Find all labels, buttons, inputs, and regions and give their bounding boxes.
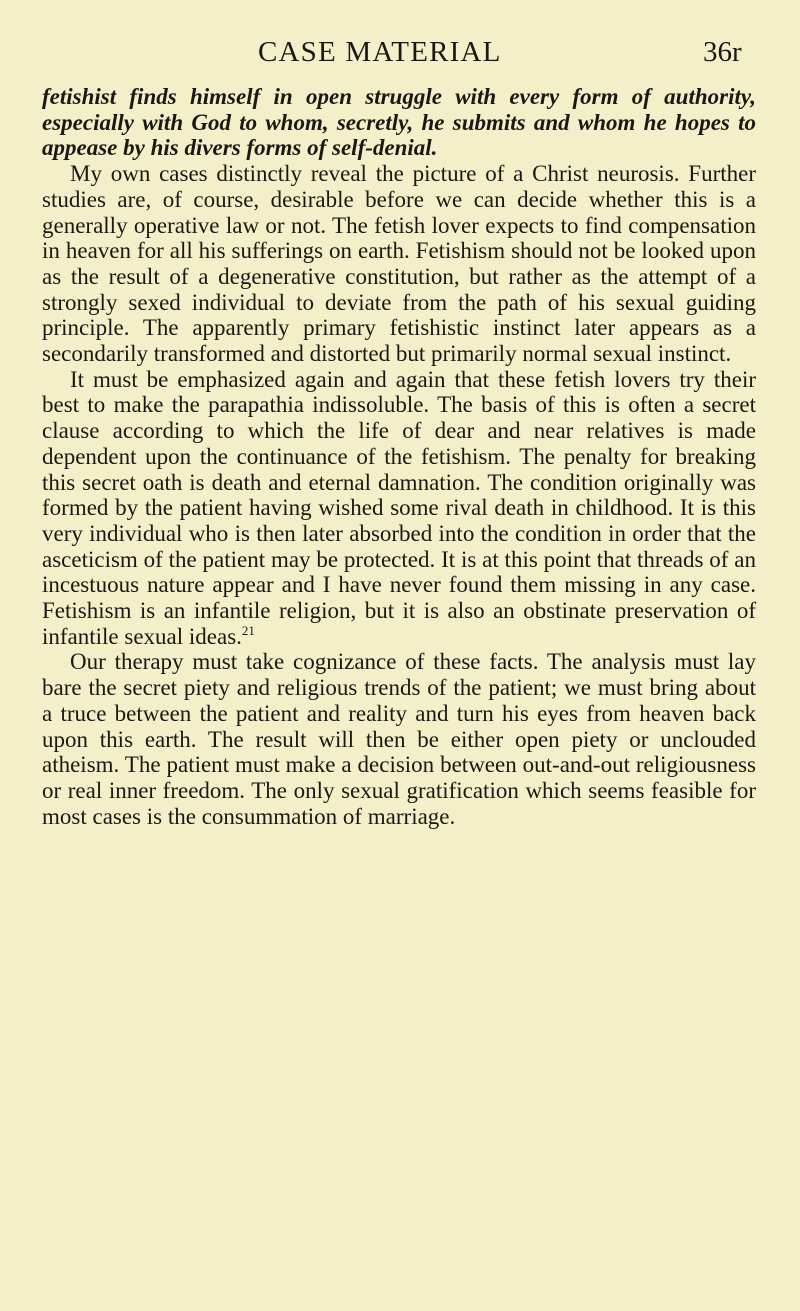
footnote-reference: 21 <box>241 622 255 638</box>
paragraph-christ-neurosis: My own cases distinctly reveal the picture of a Christ neurosis. Further studies are, of course, desirable before we can decide whether this is a generally operative law or not. The fetish lover expects to find compensation in heaven for all his sufferings on earth. Fetishism should not be looked upon as the result of a degenerative constitution, but rather as the attempt of a strongly sexed individual to deviate from the path of his sexual guiding principle. The apparently primary fetishistic instinct later appears as a secondarily transformed and distorted but primarily normal sexual instinct. <box>42 161 756 367</box>
running-head <box>0 36 800 72</box>
body-text <box>42 84 756 829</box>
running-title: CASE MATERIAL <box>258 36 502 68</box>
paragraph-intro-italic: fetishist finds himself in open struggle with every form of authority, especially with God to whom, secretly, he submits and whom he hopes to appease by his divers forms of self-denial. <box>42 84 756 161</box>
paragraph-therapy: Our therapy must take cognizance of these facts. The analysis must lay bare the secret piety and religious trends of the patient; we must bring about a truce between the patient and reality and turn his eyes from heaven back upon this earth. The result will then be either open piety or unclouded atheism. The patient must make a decision between out-and-out religiousness or real inner freedom. The only sexual gratification which seems feasible for most cases is the consummation of marriage. <box>42 649 756 829</box>
paragraph-indissoluble-text: It must be emphasized again and again that these fetish lovers try their best to make the parapathia indissoluble. The basis of this is often a secret clause according to which the life of dear and near relatives is made dependent upon the continuance of the fetishism. The penalty for breaking this secret oath is death and eternal damnation. The condition originally was formed by the patient having wished some rival death in childhood. It is this very individual who is then later absorbed into the condition in order that the asceticism of the patient may be protected. It is at this point that threads of an incestuous nature appear and I have never found them missing in any case. Fetishism is an infantile religion, but it is also an obstinate preservation of infantile sexual ideas. <box>42 366 756 649</box>
page-number: 36r <box>703 36 742 68</box>
paragraph-indissoluble <box>42 367 756 650</box>
